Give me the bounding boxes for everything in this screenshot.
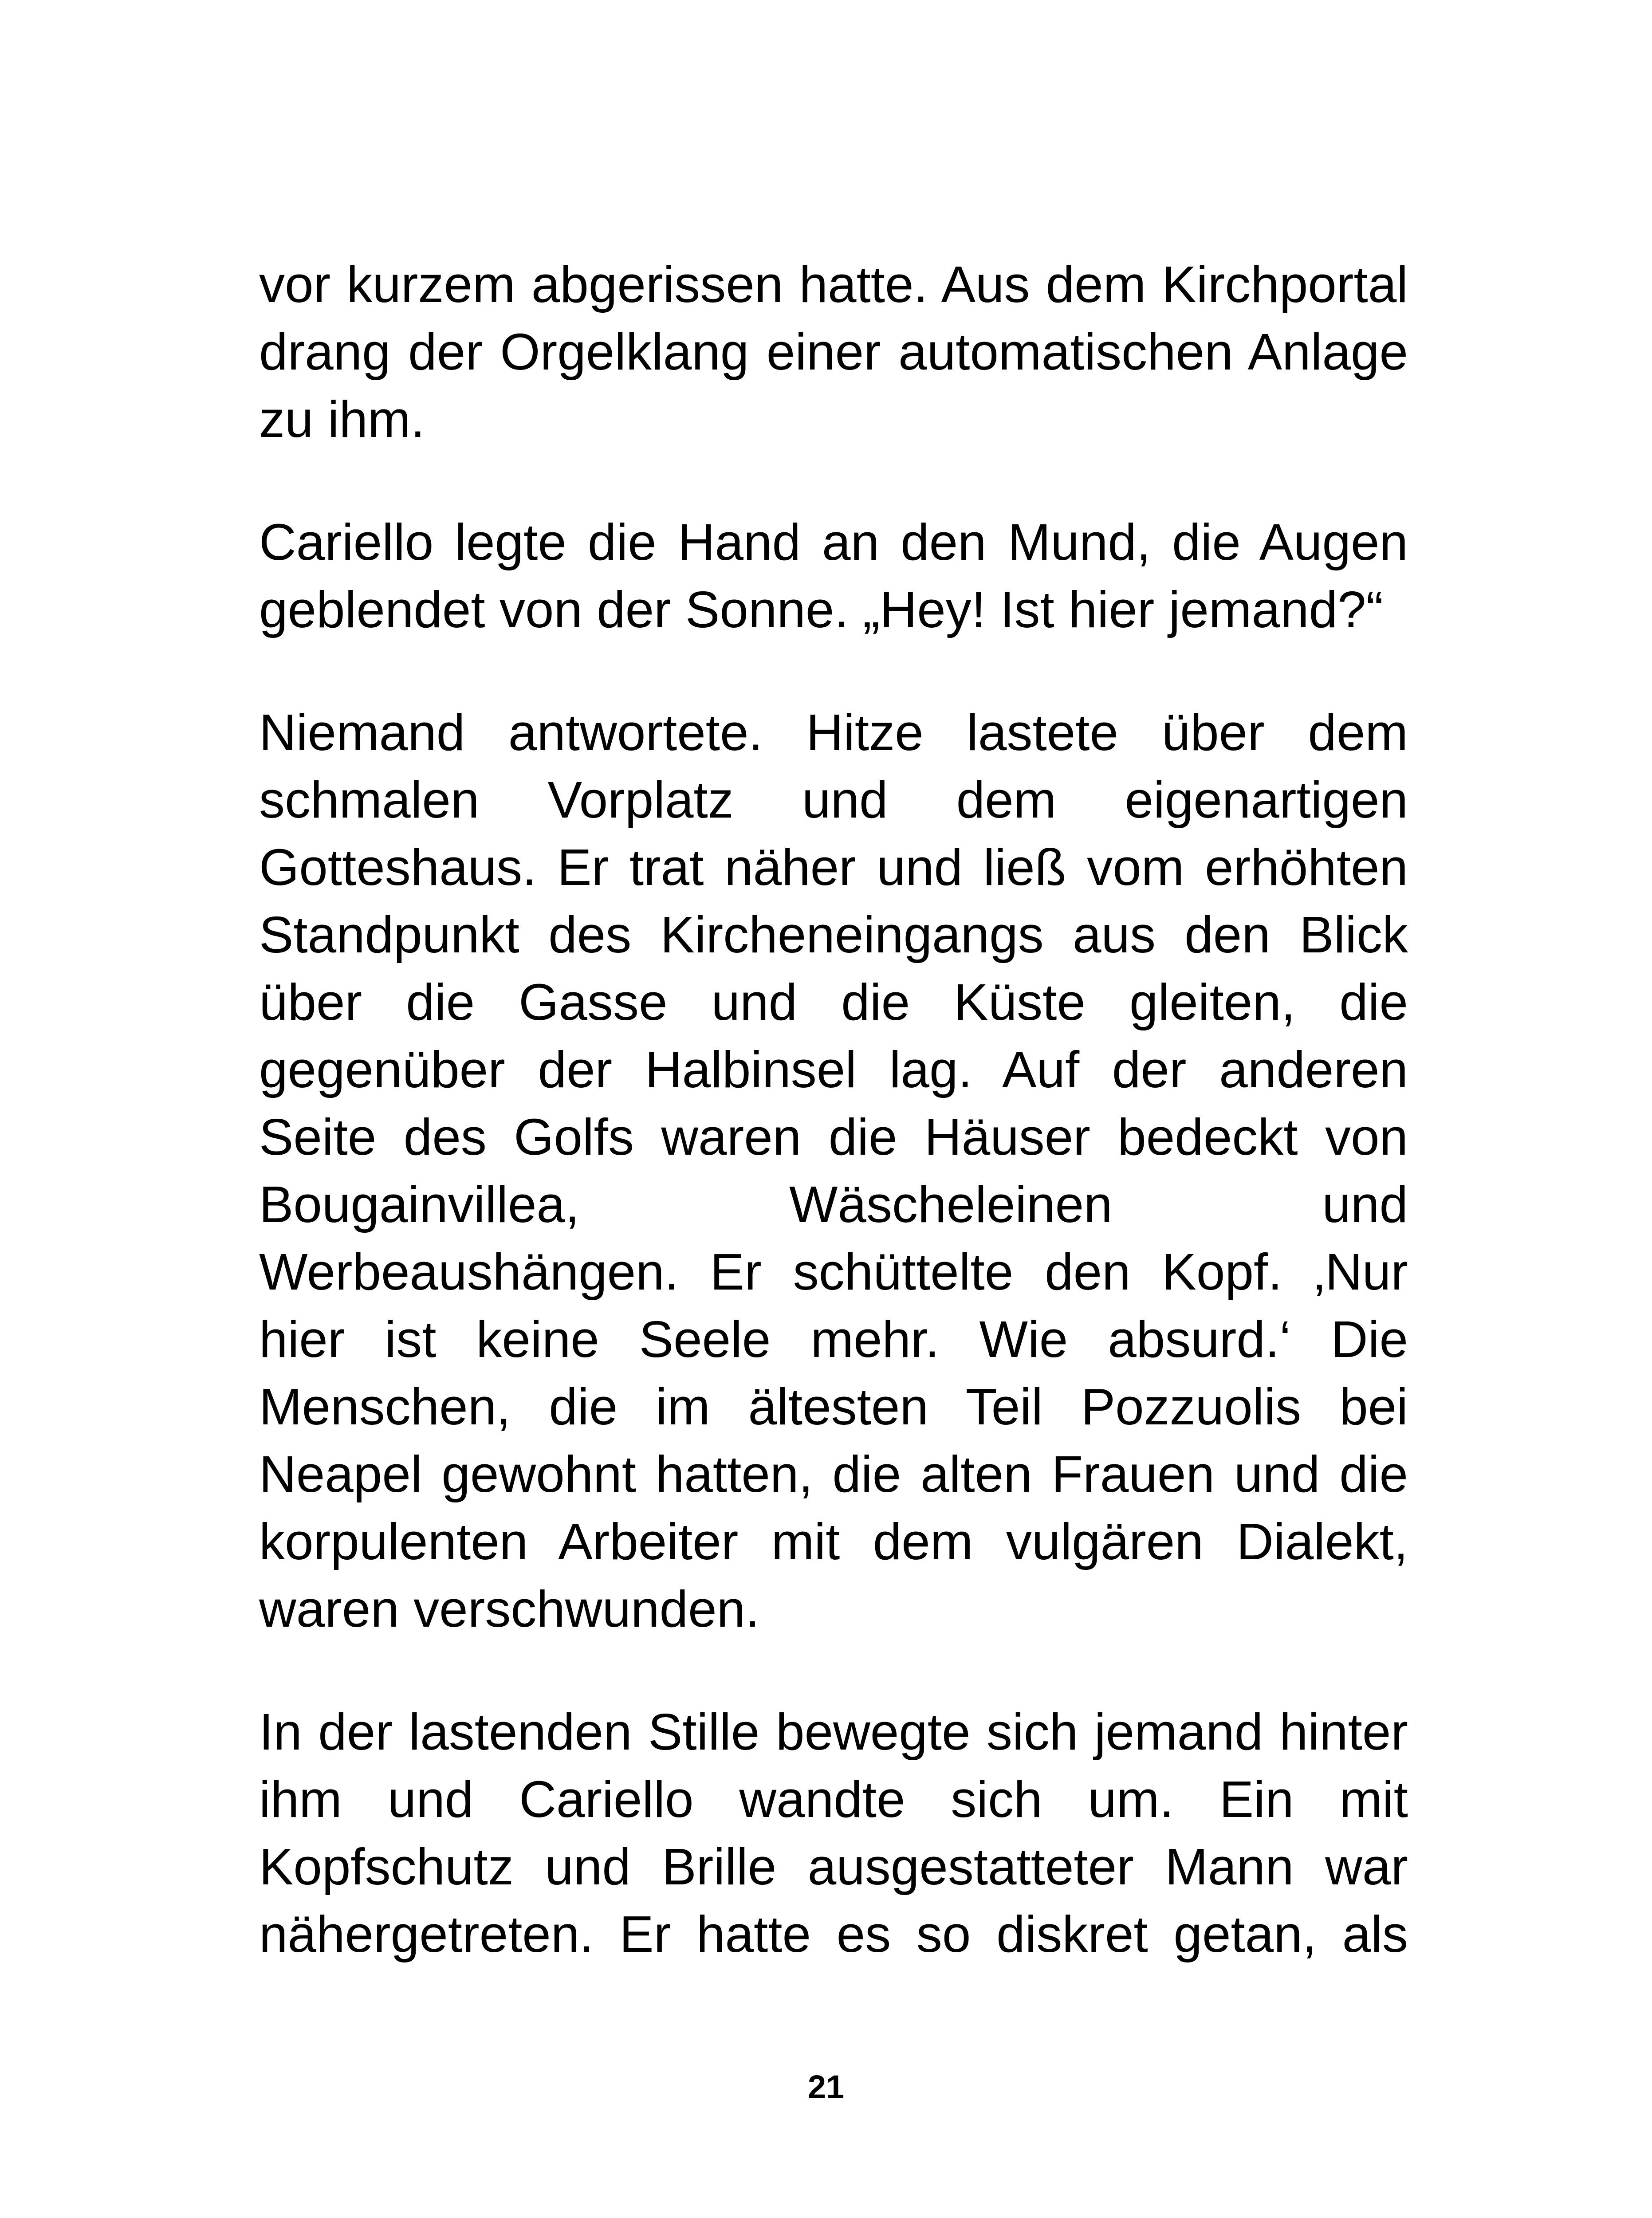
body-text — [259, 251, 1408, 2023]
page-number: 21 — [807, 2069, 845, 2105]
paragraph-4: In der lastenden Stille bewegte sich jemand hinter ihm und Cariello wandte sich um. Ein mit Kopfschutz und Brille ausgestatteter Mann war nähergetreten. Er hatte es so diskret getan, als — [259, 1703, 1408, 1963]
paragraph-2: Cariello legte die Hand an den Mund, die Augen geblendet von der Sonne. „Hey! Ist hier jemand?“ — [259, 513, 1408, 638]
paragraph-3: Niemand antwortete. Hitze lastete über dem schmalen Vorplatz und dem eigenartigen Gotteshaus. Er trat näher und ließ vom erhöhten Standpunkt des Kircheneingangs aus den Blick über die Gasse und die Küste gleiten, die gegenüber der Halbinsel lag. Auf der anderen Seite des Golfs waren die Häuser bedeckt von Bougainvillea, Wäscheleinen und Werbeaushängen. Er schüttelte den Kopf. ‚Nur hier ist keine Seele mehr. Wie absurd.‘ Die Menschen, die im ältesten Teil Pozzuolis bei Neapel gewohnt hatten, die alten Frauen und die korpulenten Arbeiter mit dem vulgären Dialekt, waren verschwunden. — [259, 704, 1408, 1638]
paragraph-1: vor kurzem abgerissen hatte. Aus dem Kirchportal drang der Orgelklang einer automatischen Anlage zu ihm. — [259, 256, 1408, 448]
